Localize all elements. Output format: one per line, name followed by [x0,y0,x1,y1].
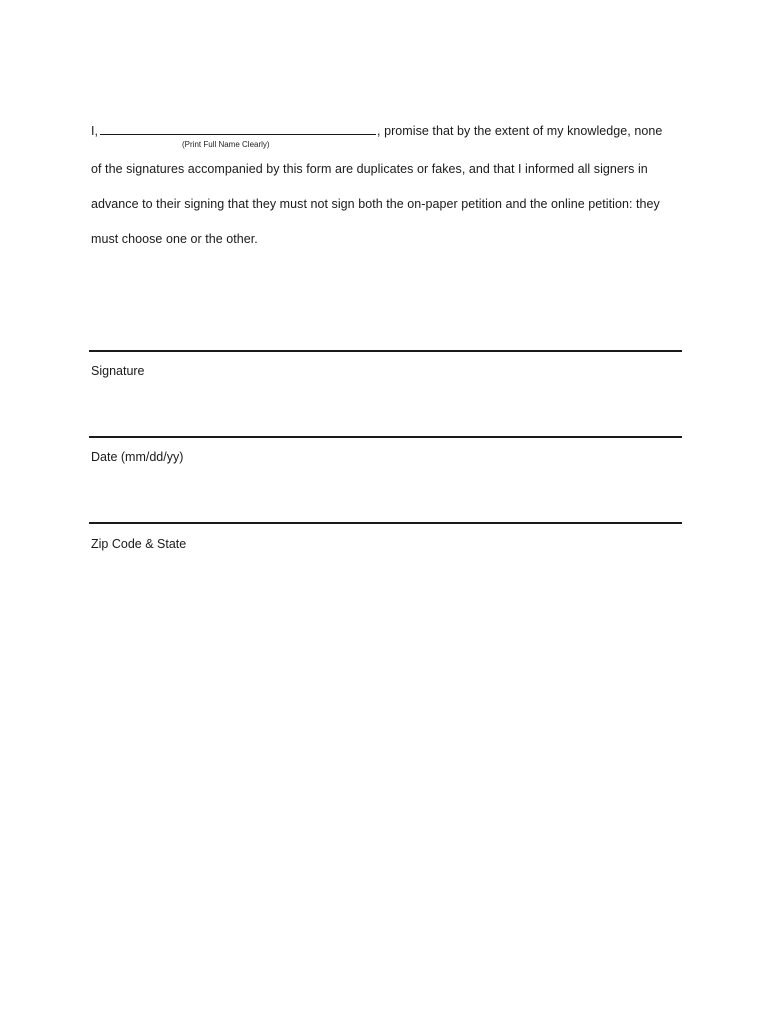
statement-line-4: must choose one or the other. [91,232,258,246]
statement-after-name: , promise that by the extent of my knowledge, none [377,124,663,138]
zip-state-line[interactable] [89,522,682,524]
signature-line[interactable] [89,350,682,352]
name-hint: (Print Full Name Clearly) [182,140,270,149]
zip-state-label: Zip Code & State [91,537,187,551]
date-line[interactable] [89,436,682,438]
statement-line-1 [91,122,662,138]
statement-line-2: of the signatures accompanied by this form are duplicates or fakes, and that I informed all signers in [91,162,648,176]
date-label: Date (mm/dd/yy) [91,450,184,464]
statement-line-3: advance to their signing that they must not sign both the on-paper petition and the online petition: they [91,197,660,211]
signature-label: Signature [91,364,145,378]
full-name-field[interactable] [100,122,376,135]
statement-prefix: I, [91,124,99,138]
